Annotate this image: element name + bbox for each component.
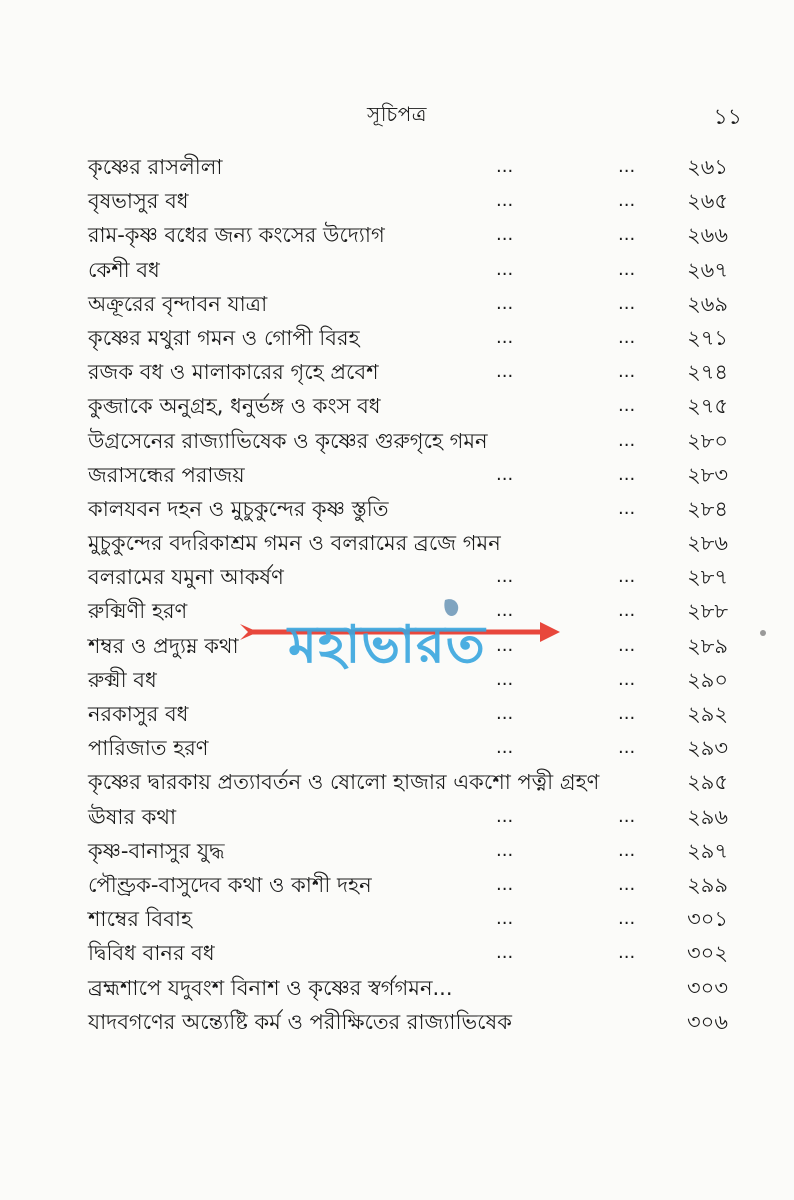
toc-leader-dots: ... [618,224,636,246]
toc-entry [88,836,728,870]
toc-entry-page: ২৯২ [687,702,728,726]
toc-entry-page: ২৮৯ [687,633,728,658]
toc-entry-page: ২৯৬ [687,804,728,829]
toc-entry-page: ২৬৬ [687,223,728,248]
toc-leader-dots: ... [496,839,514,861]
toc-entry-title: ব্রহ্মশাপে যদুবংশ বিনাশ ও কৃষ্ণের স্বর্গগমন... [88,975,453,1000]
toc-entry [88,460,728,494]
toc-leader-dots: ... [496,600,514,622]
toc-entry [88,220,728,254]
toc-entry-page: ২৮৭ [687,565,728,590]
toc-leader-dots: ... [496,737,514,759]
toc-entry-title: শাম্বের বিবাহ [88,907,193,932]
toc-entry [88,699,728,733]
toc-entry-page: ৩০১ [687,907,728,932]
page-title: সূচিপত্র [367,102,427,126]
toc-entry-page: ৩০২ [687,941,728,966]
toc-entry-title: পারিজাত হরণ [88,736,209,761]
toc-leader-dots: ... [618,463,636,485]
toc-leader-dots: ... [496,190,514,212]
toc-leader-dots: ... [496,703,514,724]
toc-leader-dots: ... [618,942,636,964]
toc-entry-title: ঊষার কথা [88,804,177,829]
toc-leader-dots: ... [496,942,514,964]
toc-entry-title: রুক্মিণী হরণ [88,599,188,624]
watermark-logo [240,598,560,678]
toc-leader-dots: ... [496,258,514,280]
toc-entry-page: ২৬৭ [687,257,728,282]
toc-leader-dots: ... [496,805,514,827]
toc-entry [88,870,728,904]
toc-leader-dots: ... [618,839,636,861]
toc-entry-page: ৩০৩ [687,975,728,1000]
toc-entry-page: ২৭১ [687,325,728,350]
toc-entry-page: ২৮০ [687,428,728,453]
toc-entry-page: ২৮৩ [687,462,728,487]
toc-entry [88,391,728,425]
toc-leader-dots: ... [618,395,636,417]
toc-entry-title: মুচুকুন্দের বদরিকাশ্রম গমন ও বলরামের ব্রজে গমন [88,531,501,556]
toc-entry [88,357,728,391]
toc-entry-title: জরাসন্ধের পরাজয় [88,462,245,487]
toc-leader-dots: ... [618,292,636,314]
toc-entry [88,289,728,323]
toc-leader-dots: ... [618,361,636,383]
toc-entry [88,938,728,972]
toc-entry-page: ২৬৯ [687,291,728,316]
toc-leader-dots: ... [496,463,514,485]
toc-leader-dots: ... [618,873,636,895]
toc-entry [88,152,728,186]
toc-entry-page: ২৭৪ [687,360,728,385]
toc-entry-page: ৩০৬ [687,1009,728,1034]
toc-entry-page: ২৬৫ [687,189,728,214]
page-mark [760,630,766,636]
toc-entry-title: শম্বর ও প্রদ্যুম্ন কথা [88,633,239,658]
toc-leader-dots: ... [496,224,514,246]
toc-leader-dots: ... [618,326,636,348]
toc-leader-dots: ... [618,156,636,177]
toc-entry-page: ২৯৯ [687,872,728,897]
toc-leader-dots: ... [496,566,514,588]
page-number: ১১ [713,105,742,130]
toc-entry-title: যাদবগণের অন্ত্যেষ্টি কর্ম ও পরীক্ষিতের রাজ্যাভিষেক [88,1009,512,1034]
toc-entry-page: ২৯৭ [687,838,728,863]
toc-leader-dots: ... [618,737,636,759]
toc-entry-page: ২৭৫ [687,394,728,419]
toc-entry-title: রজক বধ ও মালাকারের গৃহে প্রবেশ [88,360,379,385]
toc-entry [88,1007,728,1041]
toc-entry-title: রাম-কৃষ্ণ বধের জন্য কংসের উদ্যোগ [88,223,385,248]
toc-leader-dots: ... [496,908,514,930]
toc-entry [88,426,728,460]
toc-leader-dots: ... [618,566,636,588]
toc-entry [88,767,728,801]
toc-entry [88,904,728,938]
toc-entry-title: কৃষ্ণের রাসলীলা [88,155,223,179]
table-of-contents [88,152,728,1041]
toc-entry-title: কৃষ্ণের মথুরা গমন ও গোপী বিরহ [88,325,360,350]
toc-leader-dots: ... [496,326,514,348]
toc-leader-dots: ... [618,497,636,519]
toc-leader-dots: ... [618,190,636,212]
toc-entry-title: কুব্জাকে অনুগ্রহ, ধনুর্ভঙ্গ ও কংস বধ [88,394,381,419]
toc-entry-title: কেশী বধ [88,257,160,282]
toc-leader-dots: ... [618,429,636,451]
toc-leader-dots: ... [496,292,514,314]
watermark-text: মহাভারত [288,615,486,675]
toc-entry [88,973,728,1007]
toc-entry-page: ২৯০ [687,667,728,692]
toc-entry-title: অক্রূরের বৃন্দাবন যাত্রা [88,291,268,316]
toc-entry-page: ২৬১ [687,155,728,179]
toc-entry-title: নরকাসুর বধ [88,702,189,726]
toc-leader-dots: ... [618,805,636,827]
toc-entry [88,528,728,562]
toc-entry-title: বৃষভাসুর বধ [88,189,189,214]
toc-entry-title: রুক্মী বধ [88,667,157,692]
toc-leader-dots: ... [618,258,636,280]
toc-entry-page: ২৮৮ [687,599,728,624]
toc-leader-dots: ... [496,873,514,895]
toc-entry [88,733,728,767]
toc-entry-title: দ্বিবিধ বানর বধ [88,941,215,966]
toc-leader-dots: ... [618,908,636,930]
toc-entry-page: ২৮৬ [687,531,728,556]
toc-entry-title: কৃষ্ণ-বানাসুর যুদ্ধ [88,838,225,863]
toc-entry [88,802,728,836]
toc-entry-page: ২৯৫ [687,770,728,795]
toc-leader-dots: ... [618,703,636,724]
toc-entry [88,186,728,220]
toc-entry [88,494,728,528]
toc-entry-title: কৃষ্ণের দ্বারকায় প্রত্যাবর্তন ও ষোলো হাজার একশো পত্নী গ্রহণ [88,770,600,795]
toc-entry-title: পৌণ্ড্রক-বাসুদেব কথা ও কাশী দহন [88,872,372,897]
toc-leader-dots: ... [496,668,514,690]
toc-leader-dots: ... [618,600,636,622]
toc-leader-dots: ... [618,668,636,690]
toc-entry-page: ২৮৪ [687,496,728,521]
toc-entry [88,255,728,289]
toc-entry [88,562,728,596]
toc-leader-dots: ... [618,634,636,656]
toc-leader-dots: ... [496,156,514,177]
toc-entry-page: ২৯৩ [687,736,728,761]
toc-entry-title: বলরামের যমুনা আকর্ষণ [88,565,284,590]
toc-entry-title: কালযবন দহন ও মুচুকুন্দের কৃষ্ণ স্তুতি [88,496,389,521]
toc-leader-dots: ... [496,361,514,383]
toc-entry-title: উগ্রসেনের রাজ্যাভিষেক ও কৃষ্ণের গুরুগৃহে গমন [88,428,488,453]
toc-leader-dots: ... [496,634,514,656]
toc-entry [88,323,728,357]
